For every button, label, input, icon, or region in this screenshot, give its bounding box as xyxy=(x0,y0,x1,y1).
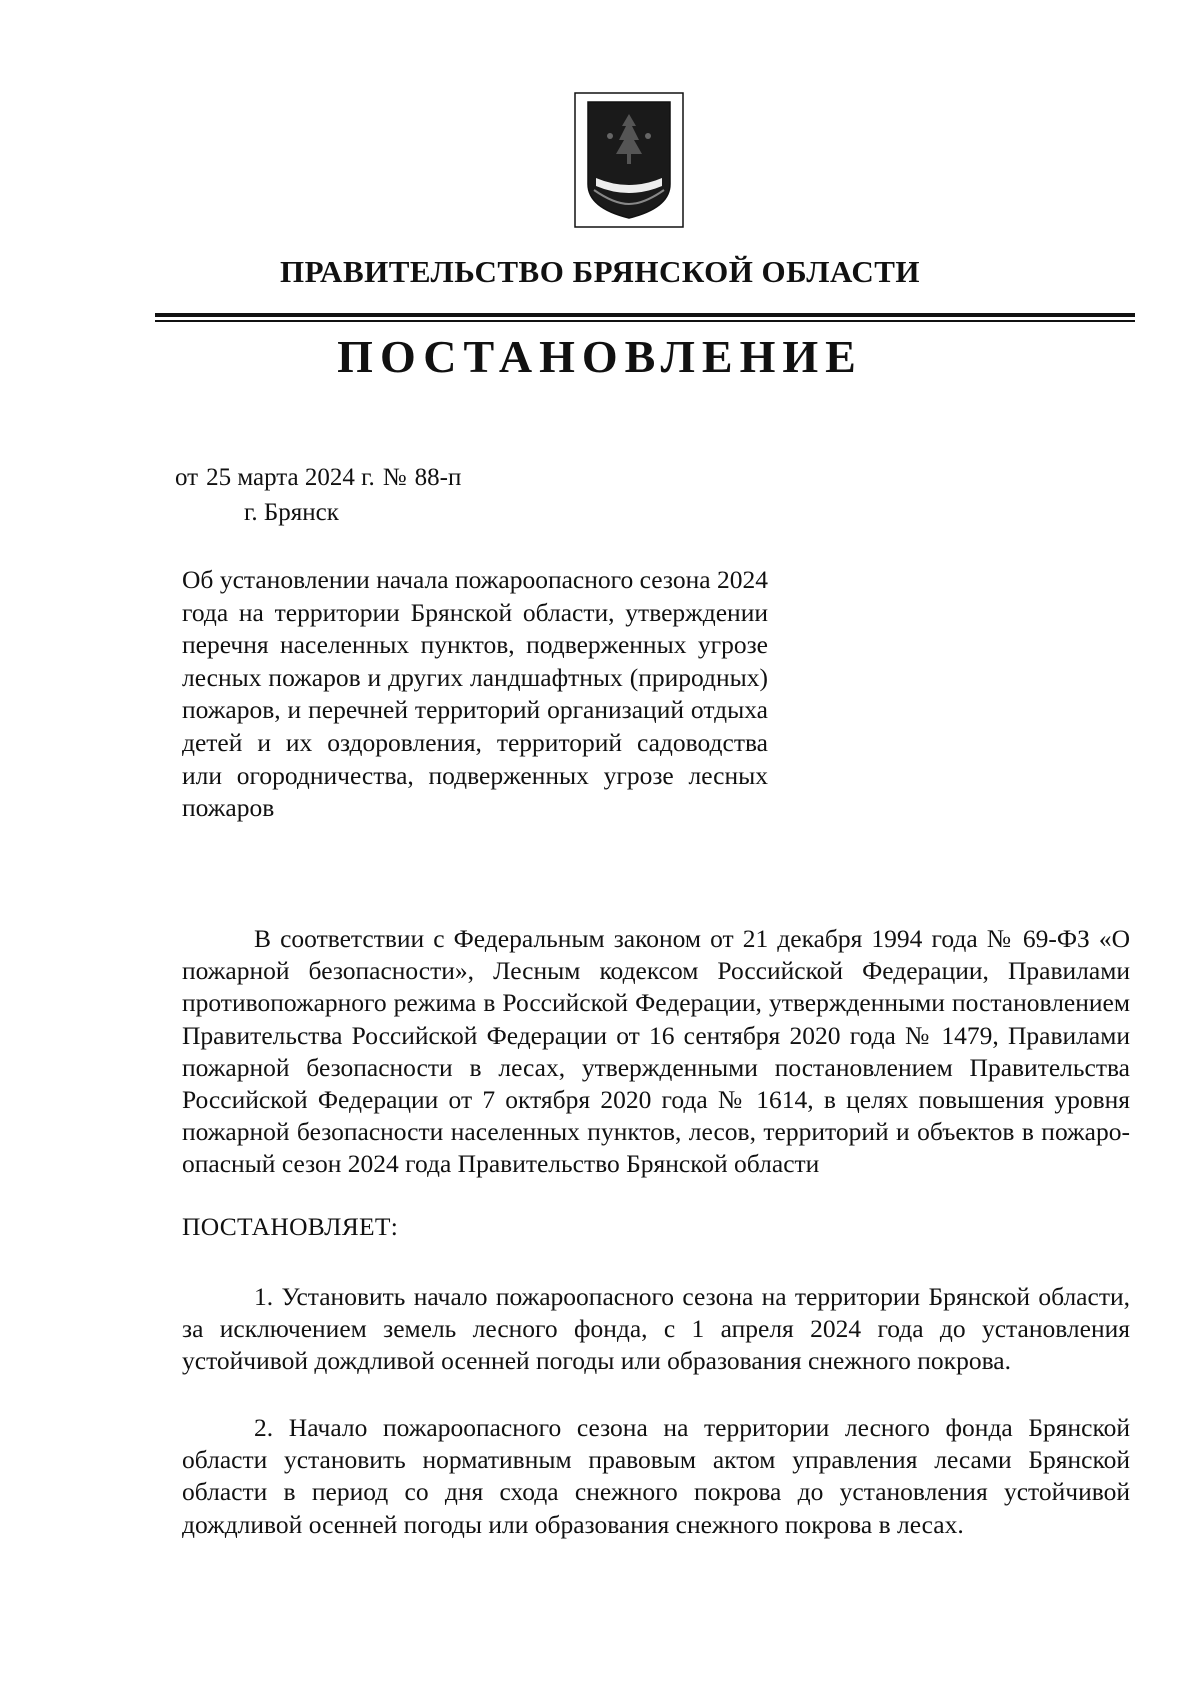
list-item: 2. Начало пожароопасного сезона на территории лесного фонда Брянской области установить нормативным правовым актом управления лесами Брянской области в период со дня схода снежного покрова до установления устойчивой дождливой осенней погоды или образования снежного покрова в лесах. xyxy=(182,1413,1130,1539)
document-date: 25 марта 2024 г. xyxy=(206,464,375,491)
document-city: г. Брянск xyxy=(244,499,339,526)
document-number: 88-п xyxy=(414,464,462,491)
document-type-title: ПОСТАНОВЛЕНИЕ xyxy=(337,331,863,382)
bryansk-coat-of-arms-icon xyxy=(574,92,684,228)
document-subject: Об установлении начала пожароопасного сезона 2024 года на территории Брянской области, утверждении перечня населенных пунктов, подверженных угрозе лесных пожаров и других ландшафтных (природных) пожаров, и перечней территорий организаций отдыха детей и их оздоровления, территорий садоводства или огородничества, подверженных угрозе лесных пожаров xyxy=(182,565,768,823)
list-item: 1. Установить начало пожароопасного сезона на территории Брянской области, за исключением земель лесного фонда, с 1 апреля 2024 года до установления устойчивой дождливой осенней погоды или образования снежного покрова. xyxy=(182,1282,1130,1376)
header-rule-thin xyxy=(155,320,1135,322)
header-rule-thick xyxy=(155,313,1135,317)
resolve-heading: ПОСТАНОВЛЯЕТ: xyxy=(182,1212,399,1241)
date-prefix: от xyxy=(175,464,199,491)
intro-paragraph: В соответствии с Федеральным законом от 21 декабря 1994 года № 69-ФЗ «О пожарной безопасности», Лесным кодексом Российской Федерации, Правилами противопожарного режима в Российской Федерации, утвержденными постановлением Правительства Российской Федерации от 16 сентября 2020 года № 1479, Правилами пожарной безопасности в лесах, утвержденными постановлением Правительства Российской Федерации от 7 октября 2020 года № 1614, в целях повышения уровня пожарной безопасности населенных пунктов, лесов, территорий и объектов в пожароопасный сезон 2024 года Правительство Брянской области xyxy=(182,924,1130,1179)
government-title: ПРАВИТЕЛЬСТВО БРЯНСКОЙ ОБЛАСТИ xyxy=(279,254,921,289)
number-sign: № xyxy=(382,464,407,491)
document-date-line xyxy=(175,464,469,492)
